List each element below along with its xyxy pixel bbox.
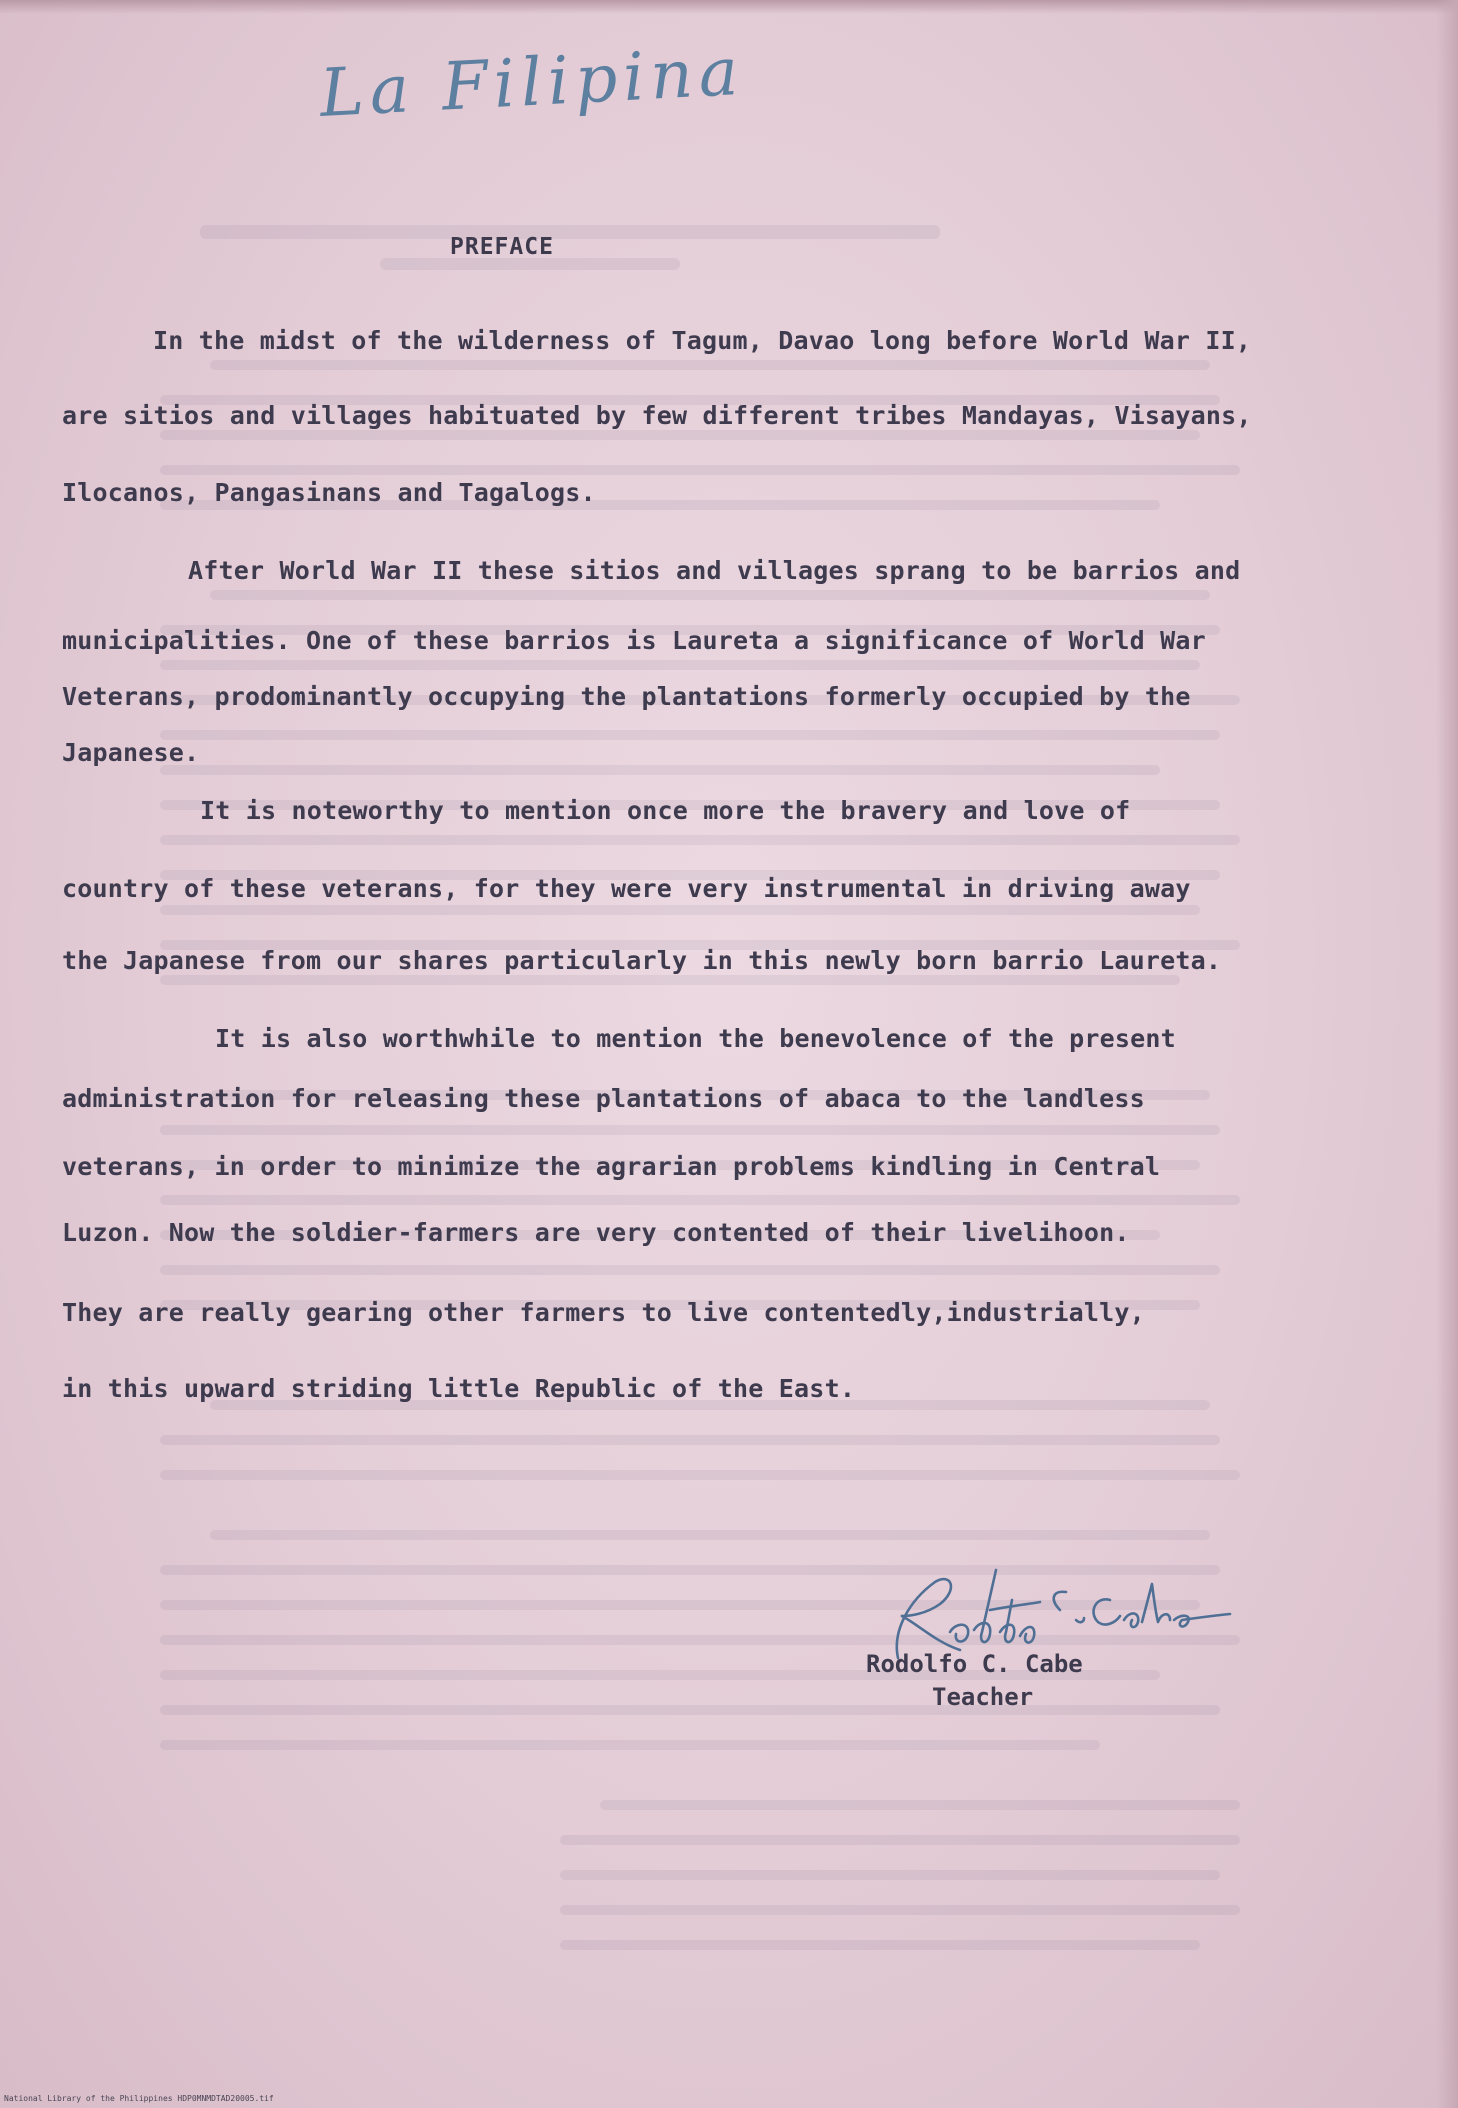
body-line: country of these veterans, for they were very instrumental in driving away [62,874,1191,903]
body-line: veterans, in order to minimize the agrarian problems kindling in Central [62,1152,1161,1181]
archive-footer: National Library of the Philippines HDP0MNMDTAD20005.tif [4,2094,274,2103]
body-line: Ilocanos, Pangasinans and Tagalogs. [62,478,596,507]
signature-title: Teacher [932,1683,1034,1711]
body-line: Japanese. [62,738,200,767]
body-line: They are really gearing other farmers to live contentedly,industrially, [62,1298,1145,1327]
body-line: After World War II these sitios and villages sprang to be barrios and [188,556,1241,585]
signature-name: Rodolfo C. Cabe [866,1650,1083,1678]
body-line: in this upward striding little Republic of the East. [62,1374,856,1403]
body-line: Veterans, prodominantly occupying the plantations formerly occupied by the [62,682,1191,711]
body-line: administration for releasing these plantations of abaca to the landless [62,1084,1145,1113]
body-line: It is also worthwhile to mention the benevolence of the present [215,1024,1176,1053]
body-line: In the midst of the wilderness of Tagum, Davao long before World War II, [153,326,1252,355]
body-line: the Japanese from our shares particularly in this newly born barrio Laureta. [62,946,1222,975]
body-line: Luzon. Now the soldier-farmers are very contented of their livelihoon. [62,1218,1130,1247]
preface-heading: PREFACE [450,234,554,260]
body-line: are sitios and villages habituated by few different tribes Mandayas, Visayans, [62,401,1252,430]
body-line: It is noteworthy to mention once more the bravery and love of [200,796,1131,825]
handwritten-title: La Filipina [317,32,746,132]
body-line: municipalities. One of these barrios is Laureta a significance of World War [62,626,1206,655]
